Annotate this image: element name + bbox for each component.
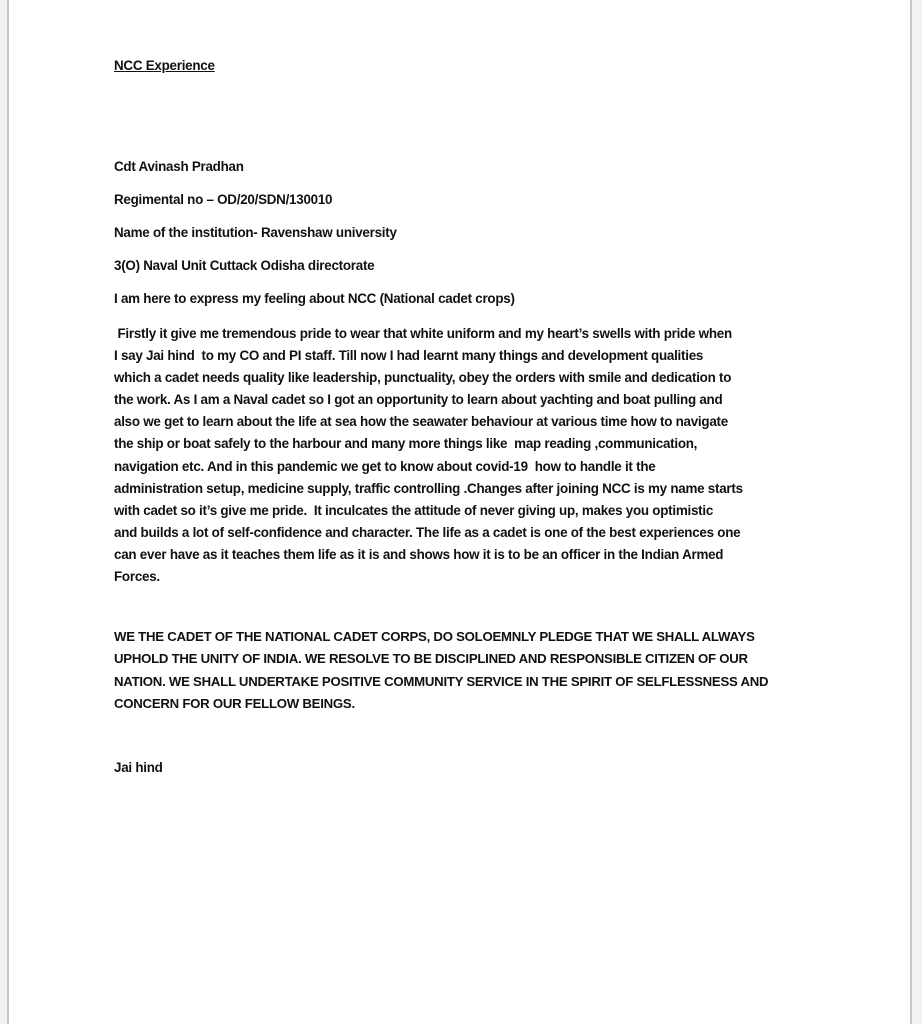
institution-name: Name of the institution- Ravenshaw university: [114, 225, 397, 240]
experience-paragraph: [114, 323, 814, 588]
pledge-line: NATION. WE SHALL UNDERTAKE POSITIVE COMMUNITY SERVICE IN THE SPIRIT OF SELFLESSNESS AND: [114, 673, 769, 689]
paragraph-line: Forces.: [114, 569, 160, 585]
paragraph-line: administration setup, medicine supply, traffic controlling .Changes after joining NCC is my name starts: [114, 480, 743, 496]
paragraph-line: which a cadet needs quality like leadership, punctuality, obey the orders with smile and dedication to: [114, 370, 732, 386]
pledge-line: CONCERN FOR OUR FELLOW BEINGS.: [114, 695, 355, 711]
paragraph-line: the work. As I am a Naval cadet so I got an opportunity to learn about yachting and boat pulling and: [114, 392, 723, 408]
document-title: NCC Experience: [114, 58, 215, 73]
unit-directorate: 3(O) Naval Unit Cuttack Odisha directorate: [114, 258, 375, 273]
paragraph-line: navigation etc. And in this pandemic we get to know about covid-19 how to handle it the: [114, 458, 656, 474]
cadet-name: Cdt Avinash Pradhan: [114, 159, 244, 174]
paragraph-line: Firstly it give me tremendous pride to wear that white uniform and my heart’s swells with pride when: [114, 326, 732, 341]
closing-salutation: Jai hind: [114, 760, 163, 775]
intro-line: I am here to express my feeling about NCC (National cadet crops): [114, 291, 515, 306]
regimental-number: Regimental no – OD/20/SDN/130010: [114, 192, 333, 207]
paragraph-line: can ever have as it teaches them life as it is and shows how it is to be an officer in the Indian Armed: [114, 546, 724, 562]
ncc-pledge: [114, 626, 814, 715]
pledge-line: UPHOLD THE UNITY OF INDIA. WE RESOLVE TO BE DISCIPLINED AND RESPONSIBLE CITIZEN OF OUR: [114, 651, 748, 667]
paragraph-line: the ship or boat safely to the harbour and many more things like map reading ,communication,: [114, 436, 698, 452]
paragraph-line: also we get to learn about the life at sea how the seawater behaviour at various time how to navigate: [114, 414, 728, 430]
pledge-line: WE THE CADET OF THE NATIONAL CADET CORPS, DO SOLOEMNLY PLEDGE THAT WE SHALL ALWAYS: [114, 629, 755, 644]
document-page: [7, 0, 912, 1024]
paragraph-line: and builds a lot of self-confidence and character. The life as a cadet is one of the best experiences one: [114, 524, 741, 540]
paragraph-line: I say Jai hind to my CO and PI staff. Till now I had learnt many things and development qualities: [114, 348, 704, 364]
paragraph-line: with cadet so it’s give me pride. It inculcates the attitude of never giving up, makes you optimistic: [114, 502, 714, 518]
